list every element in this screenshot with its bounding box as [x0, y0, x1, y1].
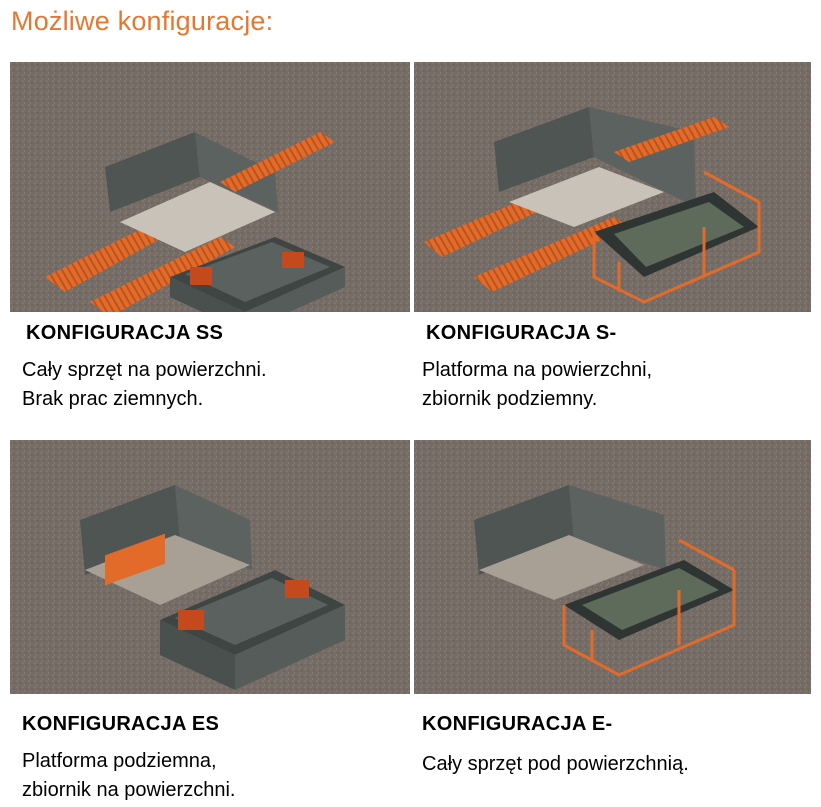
config-e-image: [414, 440, 811, 694]
config-es-image: [10, 440, 410, 694]
config-ss-desc-line: Brak prac ziemnych.: [22, 388, 204, 410]
config-es-desc-line: Platforma podziemna,: [22, 750, 217, 772]
page-title: Możliwe konfiguracje:: [11, 6, 274, 36]
config-es-description: [22, 747, 235, 805]
config-es-title: KONFIGURACJA ES: [22, 713, 220, 735]
config-ss-image: [10, 62, 410, 312]
config-s-desc-line: Platforma na powierzchni,: [422, 359, 653, 381]
config-s-title: KONFIGURACJA S-: [426, 322, 617, 344]
config-ss-title: KONFIGURACJA SS: [26, 322, 224, 344]
config-ss-desc-line: Cały sprzęt na powierzchni.: [22, 359, 267, 381]
config-s-desc-line: zbiornik podziemny.: [422, 388, 598, 410]
config-s-image: [414, 62, 811, 312]
config-e-description: [422, 750, 689, 779]
config-ss-description: [22, 356, 267, 414]
config-e-title: KONFIGURACJA E-: [422, 713, 613, 735]
config-e-desc-line: Cały sprzęt pod powierzchnią.: [422, 753, 689, 775]
config-es-desc-line: zbiornik na powierzchni.: [22, 779, 236, 801]
config-s-description: [422, 356, 652, 414]
